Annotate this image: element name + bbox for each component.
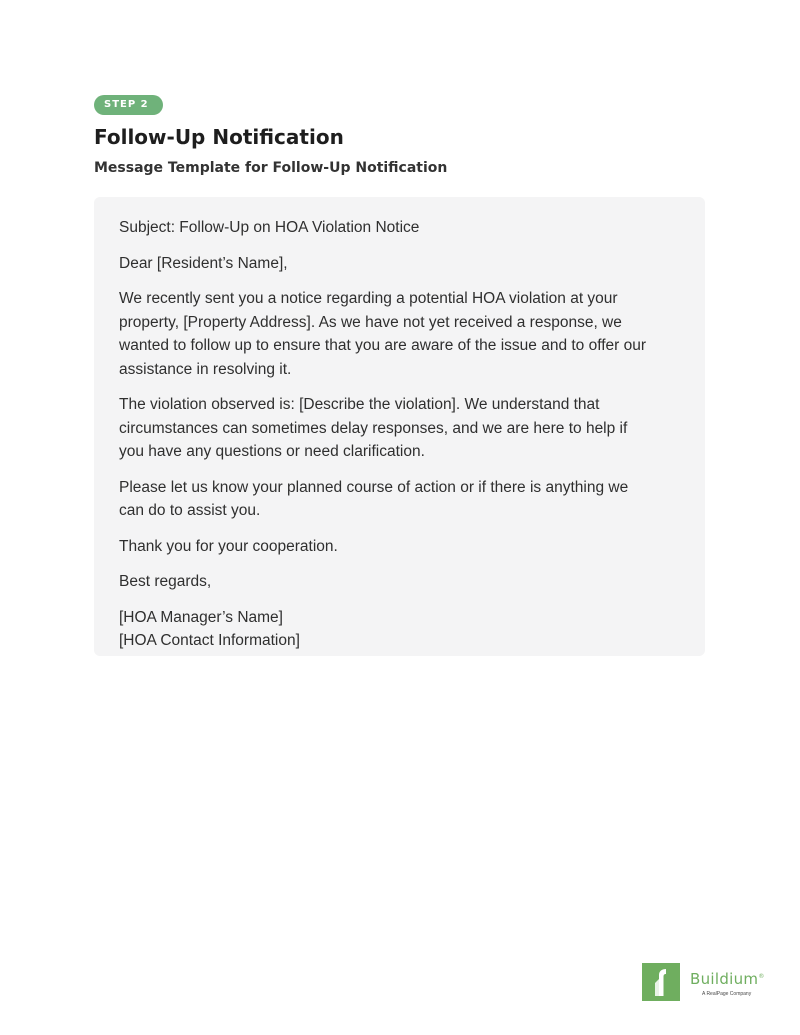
buildium-logo [642,963,767,1001]
subject-line: Subject: Follow-Up on HOA Violation Notice [119,219,420,236]
sign-off: Best regards, [119,573,212,590]
manager-name-placeholder: [HOA Manager’s Name] [119,608,283,626]
logo-wordmark: Buildium® [690,970,765,988]
page-subtitle: Message Template for Follow-Up Notification [94,160,448,176]
contact-info-placeholder: [HOA Contact Information] [119,632,300,649]
greeting: Dear [Resident’s Name], [119,254,288,272]
logo-tagline: A RealPage Company [702,991,752,997]
signature-block [119,606,655,653]
body-paragraph-1: We recently sent you a notice regarding a potential HOA violation at your property, [Property Address]. As we have not yet received a response, we wanted to follow up to ensure that you are aware of the issue and to offer our assistance in resolving it. [119,290,647,378]
building-icon [642,963,680,1001]
step-badge: STEP 2 [94,95,163,115]
message-template-card [94,197,705,656]
thanks-line: Thank you for your cooperation. [119,537,338,555]
body-paragraph-3: Please let us know your planned course of action or if there is anything we can do to assist you. [119,478,629,519]
page-title: Follow-Up Notification [94,125,344,149]
body-paragraph-2: The violation observed is: [Describe the violation]. We understand that circumstances can sometimes delay responses, and we are here to help if you have any questions or need clarification. [119,396,628,460]
